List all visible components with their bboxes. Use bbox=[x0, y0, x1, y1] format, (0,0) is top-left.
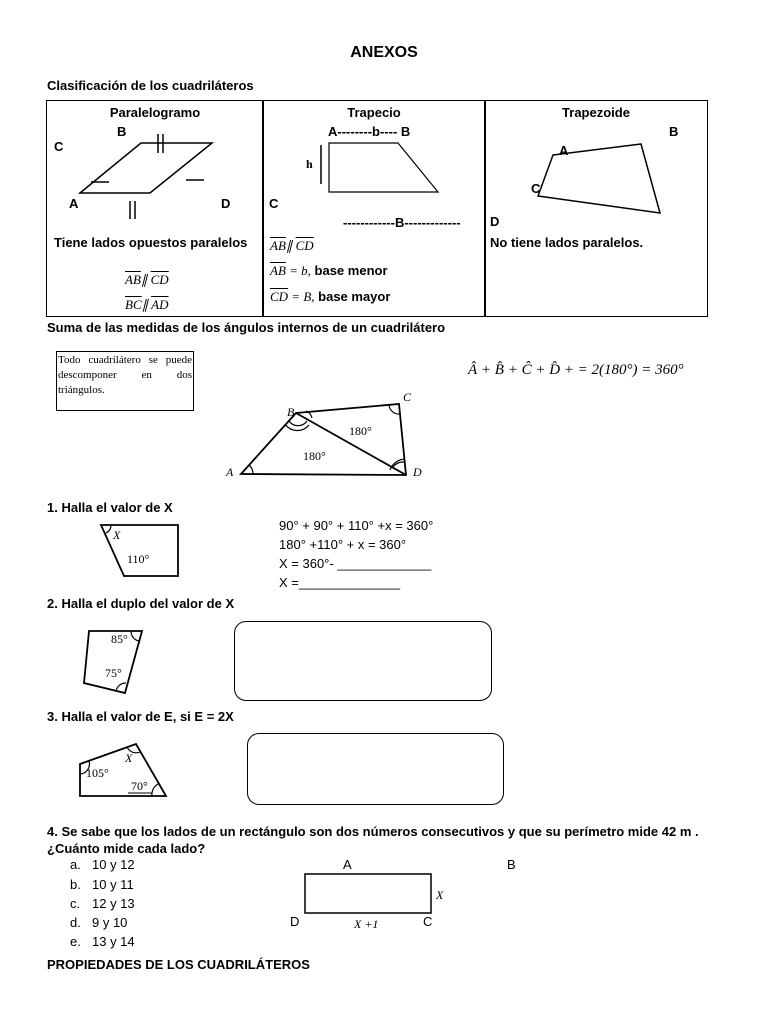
angle-label: X bbox=[113, 528, 121, 542]
vertex-label: C bbox=[531, 181, 541, 196]
parallelogram-header: Paralelogramo bbox=[109, 105, 201, 120]
angle-label: 70° bbox=[131, 779, 148, 793]
vertex-label: B bbox=[507, 857, 516, 872]
vertex-label: A bbox=[226, 465, 234, 479]
q1-line: 90° + 90° + 110° +x = 360° bbox=[279, 518, 434, 533]
option-d[interactable]: d. 9 y 10 bbox=[70, 915, 128, 930]
angle-label: 105° bbox=[86, 766, 109, 780]
angle-sum-heading: Suma de las medidas de los ángulos internos de un cuadrilátero bbox=[47, 320, 446, 335]
question-2-heading: 2. Halla el duplo del valor de X bbox=[47, 596, 235, 611]
option-e[interactable]: e. 13 y 14 bbox=[70, 934, 135, 949]
vertex-label: A bbox=[559, 143, 569, 158]
trapezium-header: Trapezoide bbox=[562, 105, 630, 120]
page-title: ANEXOS bbox=[350, 44, 418, 61]
height-label: h bbox=[306, 157, 313, 171]
properties-heading: PROPIEDADES DE LOS CUADRILÁTEROS bbox=[47, 957, 310, 972]
question-4-heading: 4. Se sabe que los lados de un rectángulo son dos números consecutivos y que su perímetro mide 42 m . ¿Cuánto mide cada lado? bbox=[47, 824, 699, 856]
angle-label: 85° bbox=[111, 632, 128, 646]
vertex-label: D bbox=[413, 465, 422, 479]
vertex-label: D bbox=[290, 914, 300, 929]
q1-line: X =______________ bbox=[279, 575, 401, 590]
side-label: X bbox=[436, 888, 444, 902]
vertex-label: A bbox=[69, 196, 79, 211]
trapezium-description: No tiene lados paralelos. bbox=[490, 235, 644, 250]
angle-label: 75° bbox=[105, 666, 122, 680]
angle-label: 110° bbox=[127, 552, 150, 566]
classification-heading: Clasificación de los cuadriláteros bbox=[47, 78, 254, 93]
triangle-angle-sum: 180° bbox=[349, 424, 372, 438]
trapezoid-bottom-label: ------------B------------- bbox=[343, 215, 461, 230]
trapezoid-header: Trapecio bbox=[347, 105, 401, 120]
option-a[interactable]: a. 10 y 12 bbox=[70, 857, 135, 872]
angle-sum-formula: Â + B̂ + Ĉ + D̂ + = 2(180°) = 360° bbox=[468, 362, 684, 378]
note-box: Todo cuadrilátero se puede descomponer en dos triángulos. bbox=[56, 351, 194, 411]
vertex-label: B bbox=[117, 124, 127, 139]
option-b[interactable]: b. 10 y 11 bbox=[70, 877, 134, 892]
vertex-label: C bbox=[403, 390, 412, 404]
option-c[interactable]: c. 12 y 13 bbox=[70, 896, 135, 911]
base-menor-equation: $\overline{AB} = b$, base menor bbox=[270, 263, 388, 278]
base-mayor-equation: $\overline{CD} = B$, base mayor bbox=[270, 289, 391, 304]
vertex-label: B bbox=[669, 124, 679, 139]
q1-line: 180° +110° + x = 360° bbox=[279, 537, 407, 552]
angle-label: X bbox=[125, 751, 133, 765]
vertex-label: C bbox=[423, 914, 433, 929]
q1-line: X = 360°- _____________ bbox=[279, 556, 432, 571]
vertex-label: C bbox=[269, 196, 279, 211]
side-label: X +1 bbox=[354, 917, 379, 931]
vertex-label: B bbox=[287, 405, 295, 419]
vertex-label: D bbox=[490, 214, 500, 229]
vertex-label: D bbox=[221, 196, 231, 211]
parallel-equation: $\overline{AB}\parallel$ $\overline{CD}$ bbox=[125, 272, 169, 287]
triangle-angle-sum: 180° bbox=[303, 449, 326, 463]
vertex-label: A bbox=[343, 857, 352, 872]
question-1-heading: 1. Halla el valor de X bbox=[47, 500, 173, 515]
trapezoid-top-label: A--------b---- B bbox=[328, 124, 411, 139]
vertex-label: C bbox=[54, 139, 64, 154]
parallelogram-description: Tiene lados opuestos paralelos bbox=[54, 235, 248, 250]
parallel-equation: $\overline{BC}\parallel$ $\overline{AD}$ bbox=[125, 297, 169, 312]
question-3-heading: 3. Halla el valor de E, si E = 2X bbox=[47, 709, 234, 724]
parallel-equation: $\overline{AB}\parallel$ $\overline{CD}$ bbox=[270, 238, 314, 253]
